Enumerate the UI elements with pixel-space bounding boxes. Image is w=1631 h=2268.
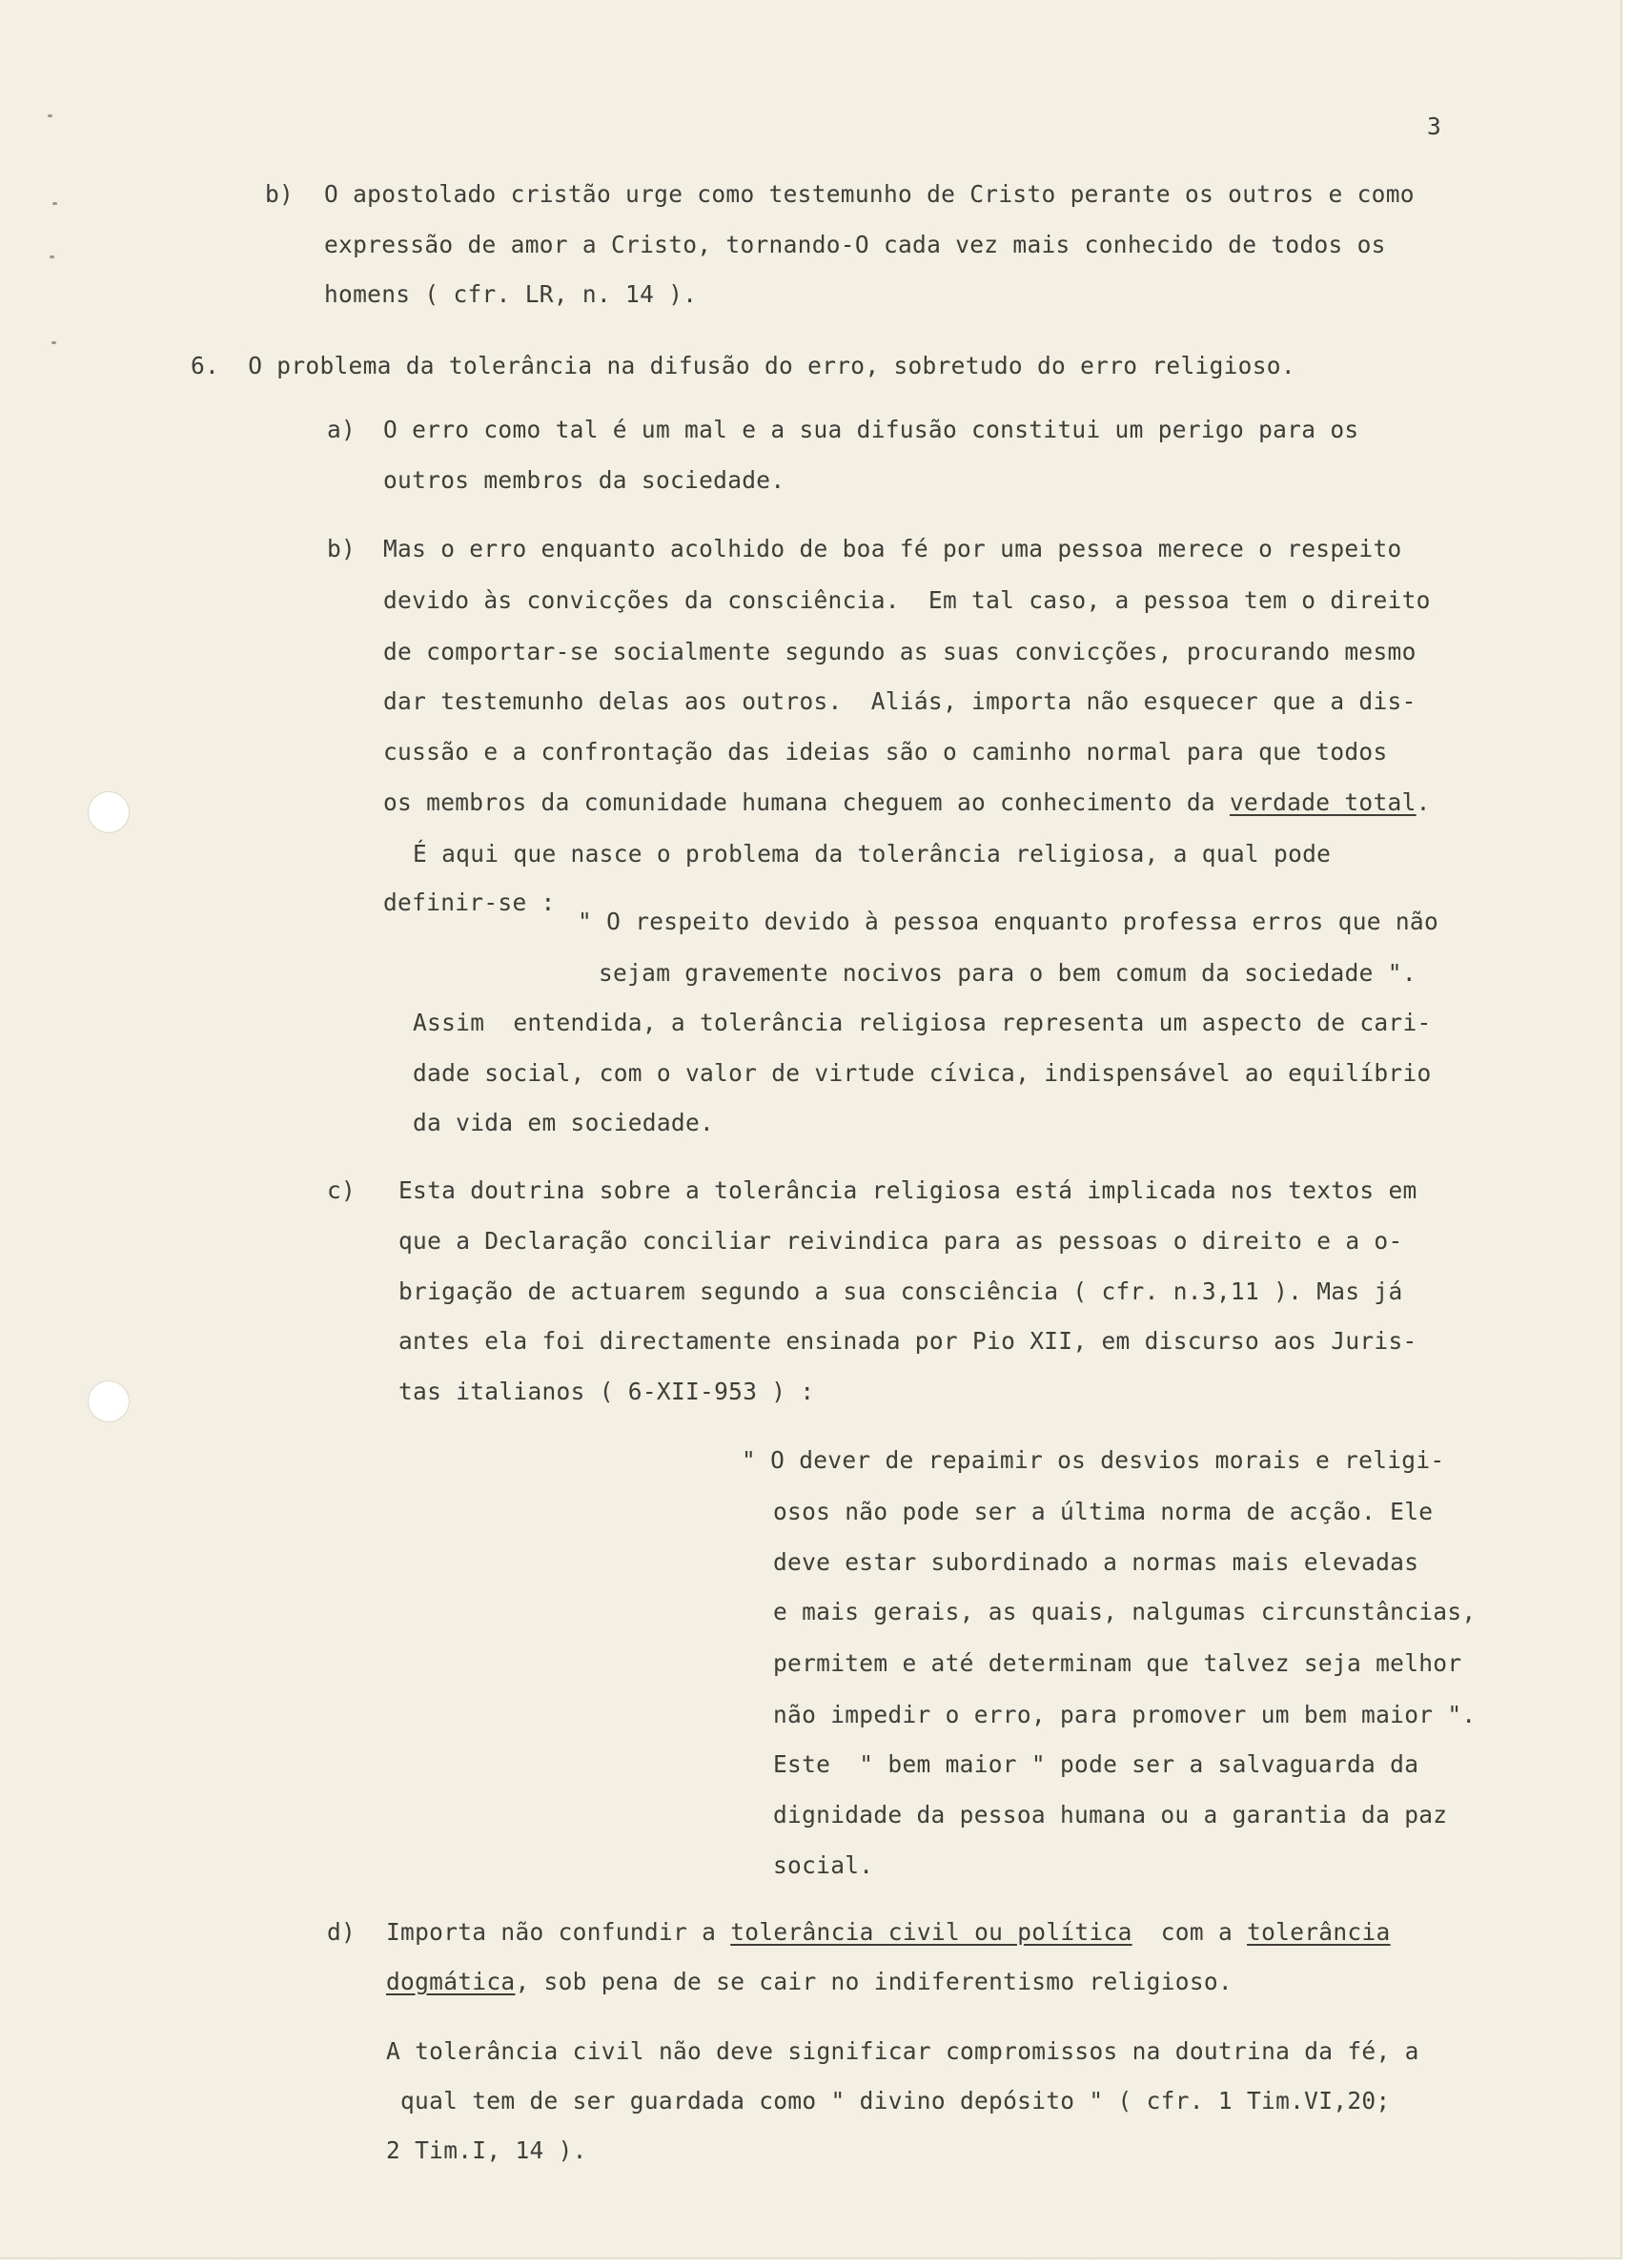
underlined-term: verdade total	[1229, 788, 1417, 816]
text-line: 2 Tim.I, 14 ).	[386, 2136, 587, 2164]
page-number: 3	[1427, 112, 1442, 140]
text-line: devido às convicções da consciência. Em tal caso, a pessoa tem o direito	[383, 586, 1431, 614]
quote-line: deve estar subordinado a normas mais elevadas	[773, 1548, 1419, 1576]
quote-line: osos não pode ser a última norma de acção. Ele	[773, 1498, 1434, 1525]
underlined-term: tolerância civil ou política	[730, 1918, 1132, 1946]
text-line: dade social, com o valor de virtude cívica, indispensável ao equilíbrio	[413, 1059, 1432, 1087]
text-line: homens ( cfr. LR, n. 14 ).	[324, 280, 698, 308]
quote-line: dignidade da pessoa humana ou a garantia da paz	[773, 1801, 1448, 1829]
text-segment: .	[1416, 788, 1431, 816]
item-marker-c: c)	[327, 1176, 357, 1204]
text-line: definir-se :	[383, 889, 556, 916]
quote-line: sejam gravemente nocivos para o bem comum da sociedade ".	[599, 959, 1417, 987]
text-line: A tolerância civil não deve significar compromissos na doutrina da fé, a	[386, 2037, 1419, 2065]
paper-speck	[52, 202, 57, 205]
text-line: antes ela foi directamente ensinada por Pio XII, em discurso aos Juris-	[398, 1327, 1417, 1355]
quote-line: não impedir o erro, para promover um bem maior ".	[773, 1701, 1477, 1728]
text-line	[386, 1970, 1233, 1994]
text-line: O erro como tal é um mal e a sua difusão constitui um perigo para os	[383, 416, 1359, 443]
quote-line: permitem e até determinam que talvez seja melhor	[773, 1649, 1462, 1677]
text-line: É aqui que nasce o problema da tolerância religiosa, a qual pode	[413, 840, 1332, 868]
item-marker-b1: b)	[265, 180, 295, 208]
quote-line: e mais gerais, as quais, nalgumas circunstâncias,	[773, 1598, 1477, 1625]
item-marker-d: d)	[327, 1918, 357, 1946]
text-segment: , sob pena de se cair no indiferentismo religioso.	[515, 1968, 1233, 1995]
text-line: Assim entendida, a tolerância religiosa representa um aspecto de cari-	[413, 1009, 1432, 1036]
quote-line: social.	[773, 1851, 874, 1879]
text-line: cussão e a confrontação das ideias são o caminho normal para que todos	[383, 738, 1388, 766]
item-marker-a: a)	[327, 416, 357, 443]
paper-speck	[50, 255, 54, 258]
text-line: Esta doutrina sobre a tolerância religiosa está implicada nos textos em	[398, 1176, 1417, 1204]
paper-speck	[48, 114, 52, 117]
text-line: expressão de amor a Cristo, tornando-O cada vez mais conhecido de todos os	[324, 231, 1386, 258]
underlined-term: dogmática	[386, 1968, 516, 1995]
text-segment: Importa não confundir a	[386, 1918, 731, 1946]
paper-speck	[51, 341, 56, 344]
text-line: dar testemunho delas aos outros. Aliás, importa não esquecer que a dis-	[383, 687, 1417, 715]
text-line: tas italianos ( 6-XII-953 ) :	[398, 1378, 815, 1405]
text-line: Mas o erro enquanto acolhido de boa fé por uma pessoa merece o respeito	[383, 535, 1402, 562]
text-line	[386, 1920, 1391, 1945]
text-segment: os membros da comunidade humana cheguem ao conhecimento da	[383, 788, 1230, 816]
text-line	[383, 790, 1431, 815]
item-marker-b: b)	[327, 535, 357, 562]
text-line: qual tem de ser guardada como " divino depósito " ( cfr. 1 Tim.VI,20;	[400, 2087, 1391, 2115]
text-line: O apostolado cristão urge como testemunho de Cristo perante os outros e como	[324, 180, 1415, 208]
quote-line: Este " bem maior " pode ser a salvaguarda da	[773, 1750, 1419, 1778]
punch-hole-bottom	[88, 1380, 130, 1422]
text-line: da vida em sociedade.	[413, 1109, 715, 1136]
quote-line: " O respeito devido à pessoa enquanto professa erros que não	[578, 908, 1439, 935]
text-line: que a Declaração conciliar reivindica para as pessoas o direito e a o-	[398, 1227, 1403, 1255]
text-line: outros membros da sociedade.	[383, 466, 785, 494]
text-line: de comportar-se socialmente segundo as suas convicções, procurando mesmo	[383, 638, 1417, 665]
punch-hole-top	[88, 791, 130, 833]
text-segment: com a	[1132, 1918, 1248, 1946]
text-line: brigação de actuarem segundo a sua consciência ( cfr. n.3,11 ). Mas já	[398, 1277, 1403, 1305]
quote-line: " O dever de repaimir os desvios morais e religi-	[742, 1446, 1445, 1474]
underlined-term: tolerância	[1247, 1918, 1391, 1946]
section-heading: 6. O problema da tolerância na difusão do erro, sobretudo do erro religioso.	[191, 352, 1295, 379]
